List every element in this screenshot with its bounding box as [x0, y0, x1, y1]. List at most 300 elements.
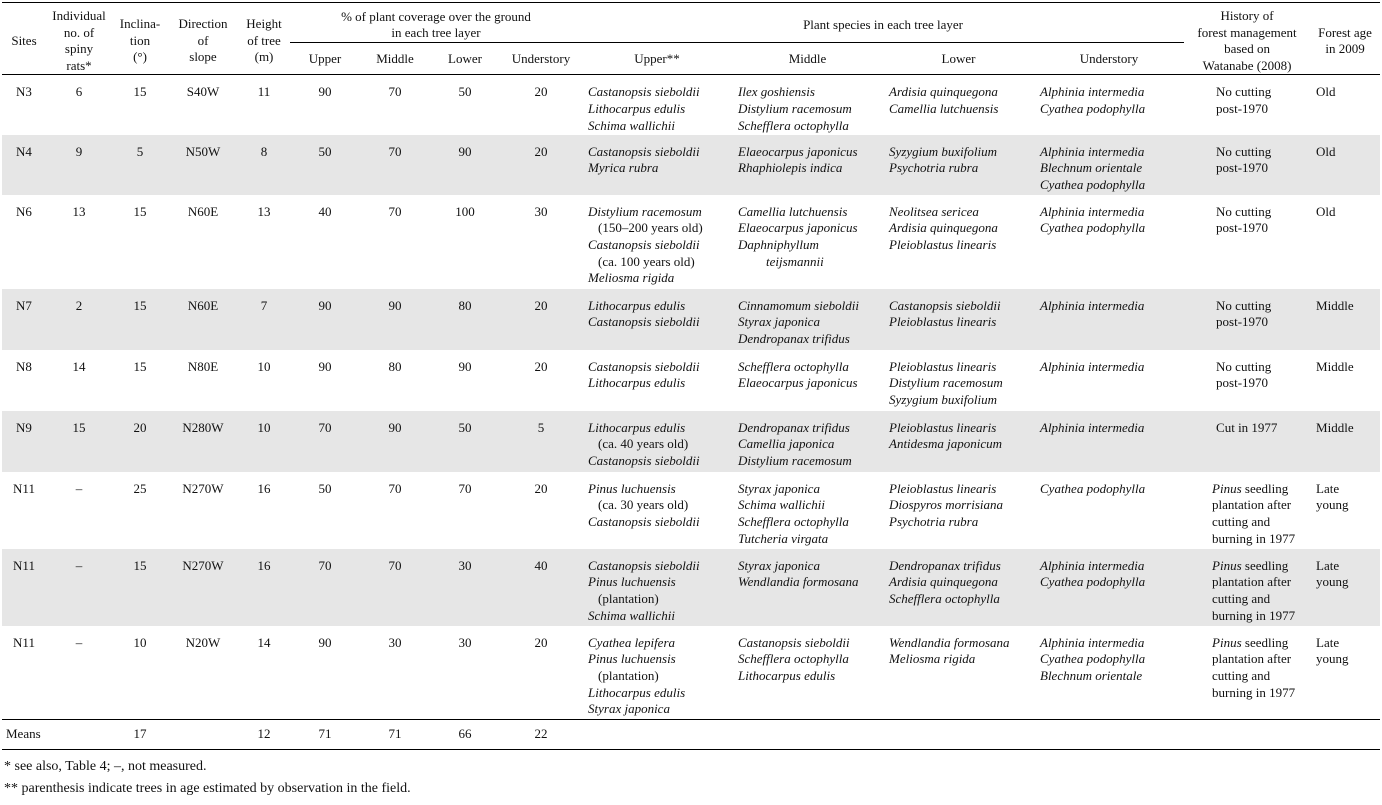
cell-history-line: burning in 1977	[1212, 607, 1296, 623]
table-row	[2, 549, 1380, 626]
cell-sp-lower-line: Dendropanax trifidus	[889, 557, 1001, 573]
cell-cov-lower: 70	[458, 480, 472, 496]
cell-sp-lower-line: Camellia lutchuensis	[889, 100, 999, 116]
cell-sp-lower	[883, 195, 1034, 289]
cell-forest-age	[1310, 472, 1380, 549]
cell-sp-upper-line: Castanopsis sieboldii	[588, 557, 700, 573]
cell-sp-middle-line: Distylium racemosum	[738, 100, 852, 116]
cell-inclination: 15	[133, 358, 147, 374]
cell-history-line: Pinus seedling	[1212, 557, 1289, 573]
cell-cov-upper: 90	[290, 289, 360, 350]
cell-height: 14	[257, 634, 271, 650]
cell-sp-upper-line: Cyathea lepifera	[588, 634, 676, 650]
cell-sp-understory-line: Cyathea podophylla	[1040, 574, 1146, 590]
cell-cov-middle: 70	[388, 203, 402, 219]
cell-site: N4	[2, 135, 46, 195]
cell-cov-understory: 20	[534, 634, 548, 650]
cell-individual: –	[75, 480, 83, 496]
cell-individual: 15	[46, 411, 112, 472]
cell-sp-middle	[732, 135, 883, 195]
cell-cov-upper: 40	[318, 203, 332, 219]
cell-forest-age-line: Old	[1316, 143, 1336, 159]
cell-forest-age-line: Middle	[1316, 297, 1354, 313]
cell-history-line: burning in 1977	[1212, 684, 1296, 700]
cell-forest-age	[1310, 289, 1380, 350]
cell-sp-upper-line: Castanopsis sieboldii	[588, 143, 700, 159]
cell-sp-lower-line: Syzygium buxifolium	[889, 143, 997, 159]
cell-forest-age	[1310, 626, 1380, 720]
table-row	[2, 626, 1380, 720]
means-empty	[582, 720, 1380, 750]
header-line: spiny	[64, 41, 94, 57]
cell-history-line: No cutting	[1216, 203, 1272, 219]
cell-sp-lower	[883, 135, 1034, 195]
cell-sp-upper-line: Pinus luchuensis	[588, 574, 676, 590]
cell-sp-understory-line: Alphinia intermedia	[1040, 297, 1145, 313]
cell-sp-upper-line: Schima wallichii	[588, 117, 676, 133]
footnotes	[2, 756, 1380, 800]
cell-cov-understory: 20	[500, 289, 582, 350]
cell-sp-understory	[1034, 549, 1184, 626]
cell-history-line: cutting and	[1212, 591, 1271, 607]
cell-height: 10	[238, 411, 290, 472]
means-individual	[46, 720, 112, 750]
cell-forest-age-line: Middle	[1316, 358, 1354, 374]
cell-sp-understory	[1034, 195, 1184, 289]
col-sp-understory: Understory	[1079, 50, 1139, 66]
cell-sp-middle-line: Schefflera octophylla	[738, 358, 849, 374]
genus-italic: Pinus	[1212, 557, 1242, 573]
cell-history-line: Pinus seedling	[1212, 634, 1289, 650]
cell-sp-upper-line: Castanopsis sieboldii	[588, 453, 700, 469]
cell-sp-lower	[883, 411, 1034, 472]
cell-height: 16	[257, 480, 271, 496]
cell-site: N7	[2, 289, 46, 350]
cell-sp-upper-line: (plantation)	[598, 668, 659, 684]
cell-history-line: burning in 1977	[1212, 530, 1296, 546]
col-sp-lower: Lower	[941, 50, 976, 66]
cell-sp-upper-line: (ca. 30 years old)	[598, 497, 689, 513]
cell-history	[1184, 549, 1310, 626]
cell-forest-age	[1310, 411, 1380, 472]
cell-site: N11	[13, 634, 35, 650]
cell-forest-age-line: Middle	[1316, 419, 1354, 435]
cell-sp-middle-line: Lithocarpus edulis	[738, 668, 836, 684]
cell-forest-age	[1310, 75, 1380, 135]
col-direction	[168, 3, 238, 75]
cell-sp-lower	[883, 472, 1034, 549]
means-label: Means	[2, 720, 46, 750]
cell-sp-upper-line: (ca. 40 years old)	[598, 436, 689, 452]
cell-history-line: plantation after	[1212, 574, 1292, 590]
cell-cov-middle: 70	[388, 84, 402, 100]
cell-cov-upper: 90	[318, 358, 332, 374]
cell-sp-lower	[883, 75, 1034, 135]
table-row	[2, 289, 1380, 350]
cell-history-line: post-1970	[1216, 100, 1269, 116]
cell-sp-understory	[1034, 289, 1184, 350]
header-line: tion	[129, 32, 151, 48]
cell-sp-upper	[582, 411, 732, 472]
cell-cov-middle: 70	[360, 549, 430, 626]
cell-height: 11	[257, 84, 271, 100]
cell-sp-upper-line: Myrica rubra	[588, 160, 659, 176]
cell-sp-upper	[582, 75, 732, 135]
cell-sp-middle-line: Distylium racemosum	[738, 453, 852, 469]
cell-height: 7	[238, 289, 290, 350]
cell-cov-upper: 70	[290, 549, 360, 626]
cell-cov-understory: 5	[500, 411, 582, 472]
cell-sp-upper-line: Lithocarpus edulis	[588, 419, 686, 435]
cell-history-line: post-1970	[1216, 314, 1269, 330]
cell-forest-age	[1310, 350, 1380, 411]
cell-sp-upper-line: (plantation)	[598, 591, 659, 607]
cell-history-line: plantation after	[1212, 497, 1292, 513]
cell-forest-age-line: Old	[1316, 84, 1336, 100]
header-line: in each tree layer	[391, 25, 481, 41]
cell-sp-middle-line: Tutcheria virgata	[738, 530, 829, 546]
cell-sp-upper	[582, 472, 732, 549]
cell-sp-lower-line: Ardisia quinquegona	[889, 574, 998, 590]
cell-sp-middle-line: Cinnamomum sieboldii	[738, 297, 859, 313]
cell-sp-lower-line: Ardisia quinquegona	[889, 220, 998, 236]
cell-individual: 13	[72, 203, 86, 219]
cell-cov-understory: 20	[500, 135, 582, 195]
cell-sp-upper-line: (150–200 years old)	[598, 220, 703, 236]
cell-sp-lower-line: Pleioblastus linearis	[889, 314, 997, 330]
cell-sp-upper-line: Lithocarpus edulis	[588, 684, 686, 700]
header-line: Individual	[52, 8, 106, 23]
cell-history-line: post-1970	[1216, 220, 1269, 236]
cell-forest-age-line: young	[1316, 574, 1349, 590]
cell-sp-upper-line: Castanopsis sieboldii	[588, 358, 700, 374]
cell-direction: N270W	[168, 549, 238, 626]
means-cov-lower: 66	[430, 720, 500, 750]
cell-cov-upper: 70	[290, 411, 360, 472]
cell-sp-understory-line: Cyathea podophylla	[1040, 177, 1146, 193]
cell-sp-lower-line: Pleioblastus linearis	[889, 419, 997, 435]
cell-cov-upper: 50	[318, 480, 332, 496]
cell-sp-understory	[1034, 626, 1184, 720]
cell-height: 16	[238, 549, 290, 626]
cell-sp-upper-line: Schima wallichii	[588, 607, 676, 623]
cell-sp-middle-line: Styrax japonica	[738, 314, 820, 330]
cell-cov-understory: 20	[534, 480, 548, 496]
table-row	[2, 411, 1380, 472]
means-height: 12	[238, 720, 290, 750]
cell-sp-upper-line: Castanopsis sieboldii	[588, 237, 700, 253]
cell-cov-upper: 50	[290, 135, 360, 195]
cell-sp-upper	[582, 626, 732, 720]
cell-sp-understory-line: Alphinia intermedia	[1040, 143, 1145, 159]
cell-sp-upper-line: Meliosma rigida	[588, 270, 675, 286]
cell-history	[1184, 195, 1310, 289]
cell-sp-middle-line: Ilex goshiensis	[738, 84, 815, 100]
cell-height: 8	[238, 135, 290, 195]
cell-sp-middle-line: Castanopsis sieboldii	[738, 634, 850, 650]
genus-italic: Pinus	[1212, 634, 1242, 650]
cell-sp-lower-line: Wendlandia formosana	[889, 634, 1010, 650]
cell-direction: N270W	[182, 480, 224, 496]
cell-direction: N50W	[168, 135, 238, 195]
cell-history-line: post-1970	[1216, 375, 1269, 391]
col-sites: Sites	[11, 32, 37, 48]
cell-sp-understory	[1034, 472, 1184, 549]
cell-sp-upper	[582, 350, 732, 411]
col-inclination	[112, 3, 168, 75]
cell-sp-upper	[582, 135, 732, 195]
cell-sp-middle-line: Styrax japonica	[738, 480, 820, 496]
table-row	[2, 135, 1380, 195]
header-line: slope	[189, 49, 217, 65]
cell-forest-age-line: Late	[1316, 634, 1340, 650]
data-table	[2, 2, 1380, 750]
header-line: no. of	[63, 24, 95, 40]
cell-cov-middle: 70	[360, 135, 430, 195]
cell-direction: N20W	[185, 634, 221, 650]
cell-sp-upper-line: Styrax japonica	[588, 701, 670, 717]
cell-sp-upper-line: Lithocarpus edulis	[588, 375, 686, 391]
cell-sp-middle-line: Dendropanax trifidus	[738, 419, 850, 435]
footnote-2: ** parenthesis indicate trees in age estimated by observation in the field.	[4, 780, 411, 796]
cell-sp-upper-line: Distylium racemosum	[588, 203, 702, 219]
cell-individual: 14	[72, 358, 86, 374]
means-cov-middle: 71	[360, 720, 430, 750]
cell-history	[1184, 289, 1310, 350]
header-line: Forest age	[1318, 24, 1372, 40]
cell-sp-upper-line: Lithocarpus edulis	[588, 297, 686, 313]
cell-site: N11	[2, 549, 46, 626]
cell-sp-middle-line: Schefflera octophylla	[738, 117, 849, 133]
cell-height: 10	[257, 358, 271, 374]
cell-sp-middle-line: teijsmannii	[766, 253, 824, 269]
cell-sp-middle-line: Schefflera octophylla	[738, 651, 849, 667]
cell-site: N3	[16, 84, 32, 100]
cell-sp-lower-line: Pleioblastus linearis	[889, 358, 997, 374]
cell-history	[1184, 472, 1310, 549]
cell-individual: –	[75, 634, 83, 650]
cell-cov-lower: 100	[455, 203, 475, 219]
cell-individual: 2	[46, 289, 112, 350]
cell-inclination: 15	[112, 289, 168, 350]
table-row	[2, 350, 1380, 411]
cell-sp-upper-line: (ca. 100 years old)	[598, 253, 695, 269]
cell-site: N11	[13, 480, 35, 496]
cell-sp-middle-line: Daphniphyllum	[738, 237, 819, 253]
cell-forest-age	[1310, 135, 1380, 195]
cell-inclination: 15	[112, 549, 168, 626]
cell-history-line: cutting and	[1212, 668, 1271, 684]
cell-history-line: Cut in 1977	[1216, 419, 1278, 435]
cell-sp-understory-line: Alphinia intermedia	[1040, 203, 1145, 219]
cell-sp-lower-line: Schefflera octophylla	[889, 591, 1000, 607]
cell-sp-understory-line: Cyathea podophylla	[1040, 480, 1146, 496]
cell-forest-age-line: Old	[1316, 203, 1336, 219]
cell-sp-upper-line: Castanopsis sieboldii	[588, 514, 700, 530]
cell-sp-middle	[732, 411, 883, 472]
cell-history	[1184, 411, 1310, 472]
cell-sp-middle	[732, 350, 883, 411]
cell-sp-middle	[732, 549, 883, 626]
cell-sp-middle-line: Camellia lutchuensis	[738, 203, 848, 219]
header-line: of	[197, 32, 209, 48]
cell-sp-lower	[883, 289, 1034, 350]
cell-sp-understory-line: Alphinia intermedia	[1040, 557, 1145, 573]
col-sp-middle: Middle	[788, 50, 827, 66]
cell-sp-lower	[883, 549, 1034, 626]
cell-history-line: No cutting	[1216, 297, 1272, 313]
header-line: forest management	[1197, 24, 1297, 40]
cell-sp-middle-line: Schefflera octophylla	[738, 514, 849, 530]
cell-sp-middle	[732, 472, 883, 549]
cell-sp-understory-line: Cyathea podophylla	[1040, 100, 1146, 116]
cell-sp-lower-line: Psychotria rubra	[889, 160, 979, 176]
header-line: Height	[246, 16, 282, 32]
footnote-1: * see also, Table 4; –, not measured.	[4, 758, 207, 774]
col-forest-age	[1310, 3, 1380, 75]
means-cov-understory: 22	[500, 720, 582, 750]
cell-sp-lower-line: Antidesma japonicum	[889, 436, 1003, 452]
cell-sp-lower-line: Meliosma rigida	[889, 651, 976, 667]
cell-sp-lower-line: Pleioblastus linearis	[889, 480, 997, 496]
cell-sp-understory	[1034, 350, 1184, 411]
cell-sp-understory-line: Alphinia intermedia	[1040, 419, 1145, 435]
header-line: Direction	[178, 16, 228, 32]
cell-site: N8	[16, 358, 32, 374]
cell-forest-age-line: young	[1316, 651, 1349, 667]
cell-sp-lower	[883, 350, 1034, 411]
cell-inclination: 15	[133, 84, 147, 100]
table-container	[2, 2, 1380, 800]
header-line: History of	[1220, 8, 1274, 23]
means-cov-upper: 71	[290, 720, 360, 750]
cell-site: N9	[2, 411, 46, 472]
cell-cov-lower: 80	[430, 289, 500, 350]
header-line: in 2009	[1325, 41, 1365, 57]
cell-cov-understory: 40	[500, 549, 582, 626]
cell-cov-lower: 30	[458, 634, 472, 650]
cell-forest-age-line: Late	[1316, 557, 1340, 573]
cell-inclination: 10	[133, 634, 147, 650]
cell-forest-age	[1310, 195, 1380, 289]
cell-sp-middle-line: Elaeocarpus japonicus	[738, 375, 858, 391]
col-cov-middle: Middle	[376, 50, 414, 66]
cell-individual: 6	[75, 84, 83, 100]
cell-sp-middle	[732, 289, 883, 350]
cell-cov-understory: 30	[534, 203, 548, 219]
cell-direction: N80E	[187, 358, 219, 374]
table-row	[2, 75, 1380, 135]
cell-cov-middle: 80	[388, 358, 402, 374]
cell-history-line: No cutting	[1216, 358, 1272, 374]
cell-direction: N60E	[168, 289, 238, 350]
cell-sp-understory-line: Blechnum orientale	[1040, 668, 1143, 684]
cell-sp-understory-line: Alphinia intermedia	[1040, 84, 1145, 100]
cell-history	[1184, 135, 1310, 195]
cell-history-line: cutting and	[1212, 514, 1271, 530]
table-body	[2, 75, 1380, 750]
cell-sp-upper	[582, 549, 732, 626]
header-line: % of plant coverage over the ground	[341, 8, 531, 24]
cell-sp-upper-line: Castanopsis sieboldii	[588, 314, 700, 330]
cell-history-line: No cutting	[1216, 143, 1272, 159]
cell-history-line: No cutting	[1216, 84, 1272, 100]
cell-sp-understory-line: Alphinia intermedia	[1040, 358, 1145, 374]
header-line: Inclina-	[119, 16, 161, 32]
col-sp-upper: Upper**	[634, 50, 680, 66]
cell-cov-understory: 20	[534, 84, 548, 100]
table-row	[2, 472, 1380, 549]
cell-sp-understory	[1034, 411, 1184, 472]
cell-cov-upper: 90	[318, 634, 332, 650]
cell-cov-lower: 90	[458, 358, 472, 374]
col-height	[238, 3, 290, 75]
header-line: based on	[1224, 41, 1270, 57]
header-line: rats*	[66, 57, 92, 73]
cell-cov-lower: 50	[430, 411, 500, 472]
col-history	[1184, 3, 1310, 75]
cell-cov-middle: 70	[388, 480, 402, 496]
cell-cov-lower: 90	[430, 135, 500, 195]
col-individual	[46, 3, 112, 75]
cell-cov-middle: 90	[360, 289, 430, 350]
cell-height: 13	[257, 203, 271, 219]
means-row	[2, 720, 1380, 750]
cell-sp-middle-line: Wendlandia formosana	[738, 574, 859, 590]
header-line: (°)	[133, 49, 147, 65]
cell-cov-middle: 90	[360, 411, 430, 472]
cell-sp-lower-line: Psychotria rubra	[889, 514, 979, 530]
cell-sp-lower-line: Ardisia quinquegona	[889, 84, 998, 100]
cell-sp-middle	[732, 75, 883, 135]
col-cov-understory: Understory	[511, 50, 571, 66]
cell-sp-lower-line: Syzygium buxifolium	[889, 392, 997, 408]
cell-sp-middle	[732, 626, 883, 720]
cell-sp-middle-line: Styrax japonica	[738, 557, 820, 573]
cell-forest-age-line: Late	[1316, 480, 1340, 496]
cell-individual: 9	[46, 135, 112, 195]
cell-site: N6	[16, 203, 32, 219]
cell-sp-middle-line: Camellia japonica	[738, 436, 835, 452]
genus-italic: Pinus	[1212, 480, 1242, 496]
cell-inclination: 20	[112, 411, 168, 472]
cell-sp-understory-line: Alphinia intermedia	[1040, 634, 1145, 650]
cell-sp-understory	[1034, 75, 1184, 135]
table-header	[2, 3, 1380, 75]
cell-sp-middle-line: Elaeocarpus japonicus	[738, 220, 858, 236]
cell-inclination: 25	[133, 480, 147, 496]
cell-history-line: Pinus seedling	[1212, 480, 1289, 496]
col-cov-lower: Lower	[448, 50, 482, 66]
means-inclination: 17	[112, 720, 168, 750]
cell-inclination: 5	[112, 135, 168, 195]
cell-forest-age	[1310, 549, 1380, 626]
cell-sp-middle-line: Schima wallichii	[738, 497, 826, 513]
cell-direction: N280W	[168, 411, 238, 472]
cell-individual: –	[46, 549, 112, 626]
cell-history	[1184, 350, 1310, 411]
cell-sp-understory-line: Blechnum orientale	[1040, 160, 1143, 176]
header-line: (m)	[254, 49, 274, 65]
cell-sp-middle-line: Elaeocarpus japonicus	[738, 143, 858, 159]
cell-sp-upper-line: Lithocarpus edulis	[588, 100, 686, 116]
header-line: of tree	[247, 32, 281, 48]
header-line: Watanabe (2008)	[1202, 57, 1292, 73]
cell-sp-lower-line: Distylium racemosum	[889, 375, 1003, 391]
group-species: Plant species in each tree layer	[582, 3, 1184, 43]
cell-sp-upper-line: Pinus luchuensis	[588, 480, 676, 496]
cell-inclination: 15	[133, 203, 147, 219]
